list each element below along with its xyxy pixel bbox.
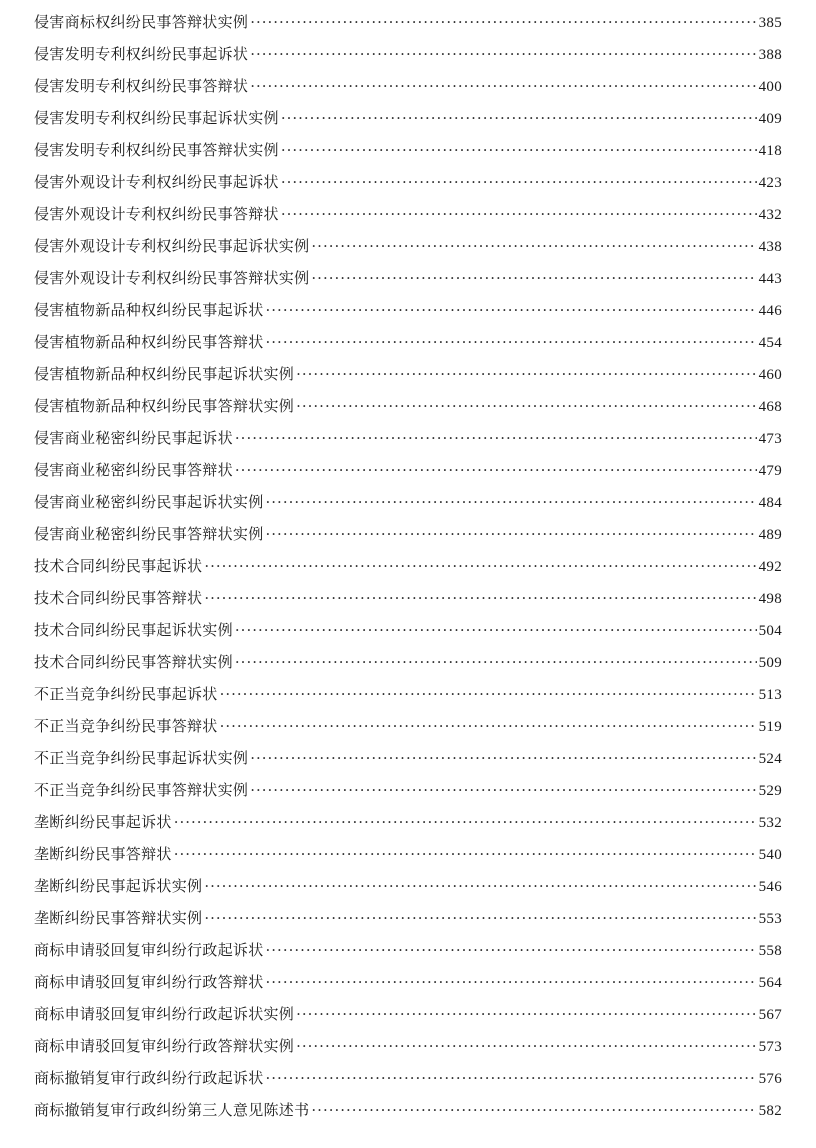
toc-entry-page-number: 473 bbox=[758, 431, 782, 447]
toc-entry[interactable] bbox=[34, 683, 782, 715]
toc-entry-page-number: 509 bbox=[758, 655, 782, 671]
dot-leader bbox=[204, 589, 756, 607]
toc-entry-page-number: 489 bbox=[758, 527, 782, 543]
toc-entry-title: 商标申请驳回复审纠纷行政答辩状实例 bbox=[34, 1037, 295, 1055]
toc-entry[interactable] bbox=[34, 235, 782, 267]
toc-entry-page-number: 513 bbox=[758, 687, 782, 703]
toc-entry-page-number: 484 bbox=[758, 495, 782, 511]
dot-leader bbox=[235, 461, 757, 479]
toc-entry-page-number: 582 bbox=[758, 1103, 782, 1119]
toc-entry-title: 侵害植物新品种权纠纷民事起诉状实例 bbox=[34, 365, 295, 383]
toc-entry-page-number: 438 bbox=[758, 239, 782, 255]
toc-entry[interactable] bbox=[34, 843, 782, 875]
dot-leader bbox=[204, 877, 756, 895]
dot-leader bbox=[235, 653, 757, 671]
toc-entry-title: 商标申请驳回复审纠纷行政起诉状 bbox=[34, 941, 264, 959]
toc-entry-page-number: 446 bbox=[758, 303, 782, 319]
dot-leader bbox=[266, 301, 757, 319]
toc-entry-page-number: 567 bbox=[758, 1007, 782, 1023]
dot-leader bbox=[311, 269, 756, 287]
toc-entry[interactable] bbox=[34, 11, 782, 43]
toc-entry[interactable] bbox=[34, 747, 782, 779]
toc-entry-page-number: 498 bbox=[758, 591, 782, 607]
toc-entry-title: 侵害发明专利权纠纷民事起诉状实例 bbox=[34, 109, 279, 127]
toc-entry-page-number: 460 bbox=[758, 367, 782, 383]
toc-entry-title: 侵害外观设计专利权纠纷民事答辩状实例 bbox=[34, 269, 310, 287]
toc-entry[interactable] bbox=[34, 1099, 782, 1131]
dot-leader bbox=[250, 781, 756, 799]
dot-leader bbox=[281, 109, 757, 127]
toc-entry-title: 技术合同纠纷民事起诉状实例 bbox=[34, 621, 233, 639]
toc-entry[interactable] bbox=[34, 299, 782, 331]
dot-leader bbox=[266, 941, 757, 959]
toc-entry-page-number: 468 bbox=[758, 399, 782, 415]
dot-leader bbox=[235, 621, 757, 639]
toc-entry-title: 侵害发明专利权纠纷民事答辩状 bbox=[34, 77, 249, 95]
toc-entry-title: 侵害发明专利权纠纷民事答辩状实例 bbox=[34, 141, 279, 159]
toc-entry-page-number: 400 bbox=[758, 79, 782, 95]
toc-entry-page-number: 540 bbox=[758, 847, 782, 863]
toc-entry-page-number: 385 bbox=[758, 15, 782, 31]
toc-entry[interactable] bbox=[34, 395, 782, 427]
dot-leader bbox=[281, 173, 757, 191]
toc-entry[interactable] bbox=[34, 331, 782, 363]
dot-leader bbox=[204, 557, 756, 575]
toc-entry-page-number: 454 bbox=[758, 335, 782, 351]
toc-entry-title: 商标撤销复审行政纠纷第三人意见陈述书 bbox=[34, 1101, 310, 1119]
toc-entry-page-number: 532 bbox=[758, 815, 782, 831]
toc-entry-page-number: 553 bbox=[758, 911, 782, 927]
toc-entry-title: 垄断纠纷民事起诉状 bbox=[34, 813, 172, 831]
toc-entry-title: 不正当竞争纠纷民事答辩状 bbox=[34, 717, 218, 735]
toc-entry-title: 侵害商业秘密纠纷民事答辩状 bbox=[34, 461, 233, 479]
toc-entry[interactable] bbox=[34, 1067, 782, 1099]
toc-entry-title: 垄断纠纷民事起诉状实例 bbox=[34, 877, 203, 895]
dot-leader bbox=[296, 397, 756, 415]
toc-entry-page-number: 492 bbox=[758, 559, 782, 575]
toc-entry[interactable] bbox=[34, 907, 782, 939]
toc-entry[interactable] bbox=[34, 139, 782, 171]
toc-entry-title: 侵害发明专利权纠纷民事起诉状 bbox=[34, 45, 249, 63]
toc-entry-title: 侵害外观设计专利权纠纷民事起诉状 bbox=[34, 173, 279, 191]
toc-entry[interactable] bbox=[34, 1003, 782, 1035]
toc-entry-title: 侵害商业秘密纠纷民事起诉状实例 bbox=[34, 493, 264, 511]
toc-entry-title: 侵害植物新品种权纠纷民事答辩状实例 bbox=[34, 397, 295, 415]
toc-entry-title: 侵害商业秘密纠纷民事起诉状 bbox=[34, 429, 233, 447]
toc-entry[interactable] bbox=[34, 491, 782, 523]
dot-leader bbox=[281, 141, 757, 159]
toc-entry-title: 技术合同纠纷民事答辩状实例 bbox=[34, 653, 233, 671]
dot-leader bbox=[281, 205, 757, 223]
dot-leader bbox=[250, 749, 756, 767]
toc-entry-page-number: 558 bbox=[758, 943, 782, 959]
toc-entry[interactable] bbox=[34, 1035, 782, 1067]
toc-entry-title: 不正当竞争纠纷民事答辩状实例 bbox=[34, 781, 249, 799]
toc-entry[interactable] bbox=[34, 107, 782, 139]
dot-leader bbox=[250, 45, 756, 63]
dot-leader bbox=[250, 77, 756, 95]
toc-entry-page-number: 529 bbox=[758, 783, 782, 799]
toc-entry-page-number: 432 bbox=[758, 207, 782, 223]
toc-entry[interactable] bbox=[34, 523, 782, 555]
dot-leader bbox=[204, 909, 756, 927]
toc-entry[interactable] bbox=[34, 75, 782, 107]
dot-leader bbox=[174, 845, 757, 863]
toc-entry-title: 垄断纠纷民事答辩状实例 bbox=[34, 909, 203, 927]
table-of-contents bbox=[34, 11, 782, 1131]
dot-leader bbox=[266, 525, 757, 543]
toc-entry-page-number: 524 bbox=[758, 751, 782, 767]
toc-entry-title: 侵害商标权纠纷民事答辩状实例 bbox=[34, 13, 249, 31]
toc-entry-title: 侵害商业秘密纠纷民事答辩状实例 bbox=[34, 525, 264, 543]
toc-entry[interactable] bbox=[34, 875, 782, 907]
toc-entry-title: 垄断纠纷民事答辩状 bbox=[34, 845, 172, 863]
toc-entry[interactable] bbox=[34, 779, 782, 811]
toc-entry-title: 商标申请驳回复审纠纷行政答辩状 bbox=[34, 973, 264, 991]
dot-leader bbox=[296, 1005, 756, 1023]
toc-entry[interactable] bbox=[34, 459, 782, 491]
toc-entry-page-number: 564 bbox=[758, 975, 782, 991]
toc-entry-title: 侵害外观设计专利权纠纷民事起诉状实例 bbox=[34, 237, 310, 255]
toc-entry-title: 侵害外观设计专利权纠纷民事答辩状 bbox=[34, 205, 279, 223]
toc-entry[interactable] bbox=[34, 811, 782, 843]
toc-entry-title: 不正当竞争纠纷民事起诉状 bbox=[34, 685, 218, 703]
toc-entry-page-number: 504 bbox=[758, 623, 782, 639]
toc-entry[interactable] bbox=[34, 363, 782, 395]
toc-entry[interactable] bbox=[34, 267, 782, 299]
toc-entry-page-number: 519 bbox=[758, 719, 782, 735]
toc-entry[interactable] bbox=[34, 555, 782, 587]
dot-leader bbox=[296, 1037, 756, 1055]
toc-entry[interactable] bbox=[34, 587, 782, 619]
toc-entry[interactable] bbox=[34, 619, 782, 651]
dot-leader bbox=[311, 1101, 756, 1119]
dot-leader bbox=[250, 13, 756, 31]
dot-leader bbox=[235, 429, 757, 447]
toc-entry[interactable] bbox=[34, 651, 782, 683]
toc-entry-page-number: 423 bbox=[758, 175, 782, 191]
dot-leader bbox=[266, 493, 757, 511]
dot-leader bbox=[266, 973, 757, 991]
toc-entry-title: 技术合同纠纷民事起诉状 bbox=[34, 557, 203, 575]
dot-leader bbox=[311, 237, 756, 255]
toc-entry-title: 技术合同纠纷民事答辩状 bbox=[34, 589, 203, 607]
toc-entry[interactable] bbox=[34, 171, 782, 203]
toc-entry[interactable] bbox=[34, 203, 782, 235]
toc-entry-page-number: 573 bbox=[758, 1039, 782, 1055]
toc-entry-page-number: 546 bbox=[758, 879, 782, 895]
toc-entry[interactable] bbox=[34, 971, 782, 1003]
toc-entry-page-number: 443 bbox=[758, 271, 782, 287]
toc-entry-page-number: 388 bbox=[758, 47, 782, 63]
toc-entry[interactable] bbox=[34, 939, 782, 971]
toc-entry-title: 侵害植物新品种权纠纷民事答辩状 bbox=[34, 333, 264, 351]
dot-leader bbox=[220, 717, 757, 735]
dot-leader bbox=[174, 813, 757, 831]
dot-leader bbox=[220, 685, 757, 703]
toc-entry-title: 侵害植物新品种权纠纷民事起诉状 bbox=[34, 301, 264, 319]
toc-entry-page-number: 409 bbox=[758, 111, 782, 127]
toc-entry-page-number: 576 bbox=[758, 1071, 782, 1087]
toc-entry-title: 不正当竞争纠纷民事起诉状实例 bbox=[34, 749, 249, 767]
toc-entry-page-number: 418 bbox=[758, 143, 782, 159]
toc-entry-title: 商标撤销复审行政纠纷行政起诉状 bbox=[34, 1069, 264, 1087]
toc-entry[interactable] bbox=[34, 427, 782, 459]
dot-leader bbox=[296, 365, 756, 383]
dot-leader bbox=[266, 1069, 757, 1087]
toc-entry[interactable] bbox=[34, 715, 782, 747]
toc-entry-page-number: 479 bbox=[758, 463, 782, 479]
toc-entry-title: 商标申请驳回复审纠纷行政起诉状实例 bbox=[34, 1005, 295, 1023]
dot-leader bbox=[266, 333, 757, 351]
toc-entry[interactable] bbox=[34, 43, 782, 75]
